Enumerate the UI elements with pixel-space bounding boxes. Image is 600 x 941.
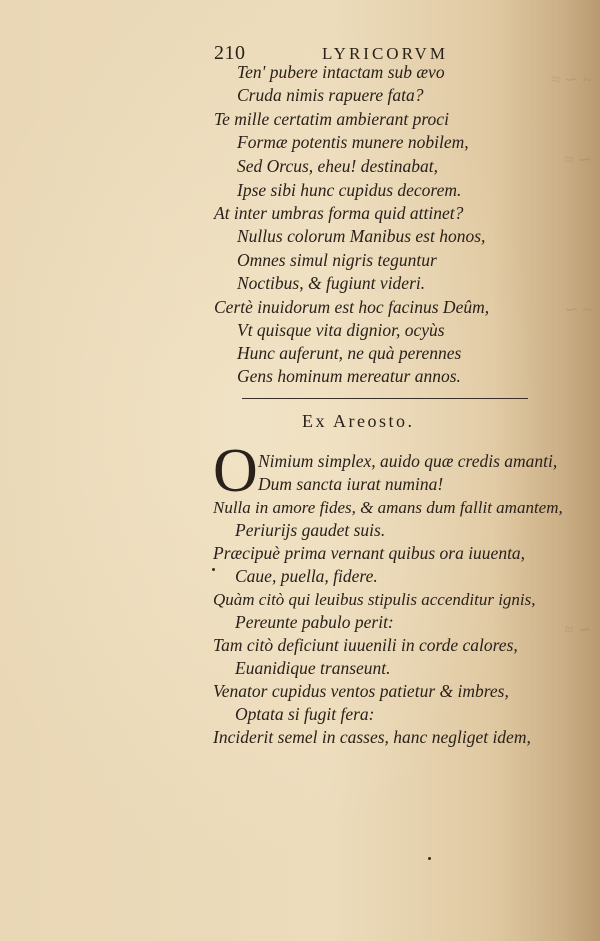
poem-line: Certè inuidorum est hoc facinus Deûm, (214, 297, 490, 317)
poem-line: Tam citò deficiunt iuuenili in corde calores, (213, 635, 518, 655)
poem-line: Dum sancta iurat numina! (258, 474, 444, 494)
page-number: 210 (214, 42, 246, 64)
poem-line: Venator cupidus ventos patietur & imbres, (213, 681, 509, 701)
poem-line: Nulla in amore fides, & amans dum fallit amantem, (213, 498, 563, 517)
poem-line: Ten' pubere intactam sub ævo (237, 62, 445, 82)
running-head: LYRICORVM (322, 44, 448, 63)
poem-line: Sed Orcus, eheu! destinabat, (237, 156, 439, 176)
poem-line: Te mille certatim ambierant proci (214, 109, 449, 129)
ink-speck (428, 857, 431, 860)
show-through-text: ≈ ∽ (564, 620, 592, 639)
show-through-text: ∽ ~ (564, 300, 592, 319)
poem-line: Quàm citò qui leuibus stipulis accenditur ignis, (213, 590, 536, 609)
poem-line: Ipse sibi hunc cupidus decorem. (237, 180, 462, 200)
poem-line: Gens hominum mereatur annos. (237, 366, 461, 386)
poem-line: Caue, puella, fidere. (235, 566, 378, 586)
poem-line: Noctibus, & fugiunt videri. (237, 273, 426, 293)
poem-line: Cruda nimis rapuere fata? (237, 85, 424, 105)
section-divider (242, 398, 528, 399)
poem-line: Periurijs gaudet suis. (235, 520, 386, 540)
poem-line: Pereunte pabulo perit: (235, 612, 394, 632)
show-through-text: ≈ ∽ (564, 150, 592, 169)
poem-line: Inciderit semel in casses, hanc negliget idem, (213, 727, 531, 747)
poem-line: Nimium simplex, auido quæ credis amanti, (258, 451, 558, 471)
poem-line: At inter umbras forma quid attinet? (214, 203, 464, 223)
show-through-text: ≈ ∽ ~ (550, 70, 592, 89)
poem-line: Hunc auferunt, ne quà perennes (237, 343, 462, 363)
poem-line: Euanidique transeunt. (235, 658, 391, 678)
ink-speck (212, 568, 215, 571)
poem-line: Optata si fugit fera: (235, 704, 375, 724)
poem-line: Præcipuè prima vernant quibus ora iuuenta, (213, 543, 526, 563)
poem-line: Vt quisque vita dignior, ocyùs (237, 320, 445, 340)
poem-line: Nullus colorum Manibus est honos, (237, 226, 486, 246)
drop-cap: O (213, 437, 258, 505)
section-title: Ex Areosto. (302, 411, 415, 431)
poem-line: Omnes simul nigris teguntur (237, 250, 437, 270)
poem-line: Formæ potentis munere nobilem, (237, 132, 469, 152)
